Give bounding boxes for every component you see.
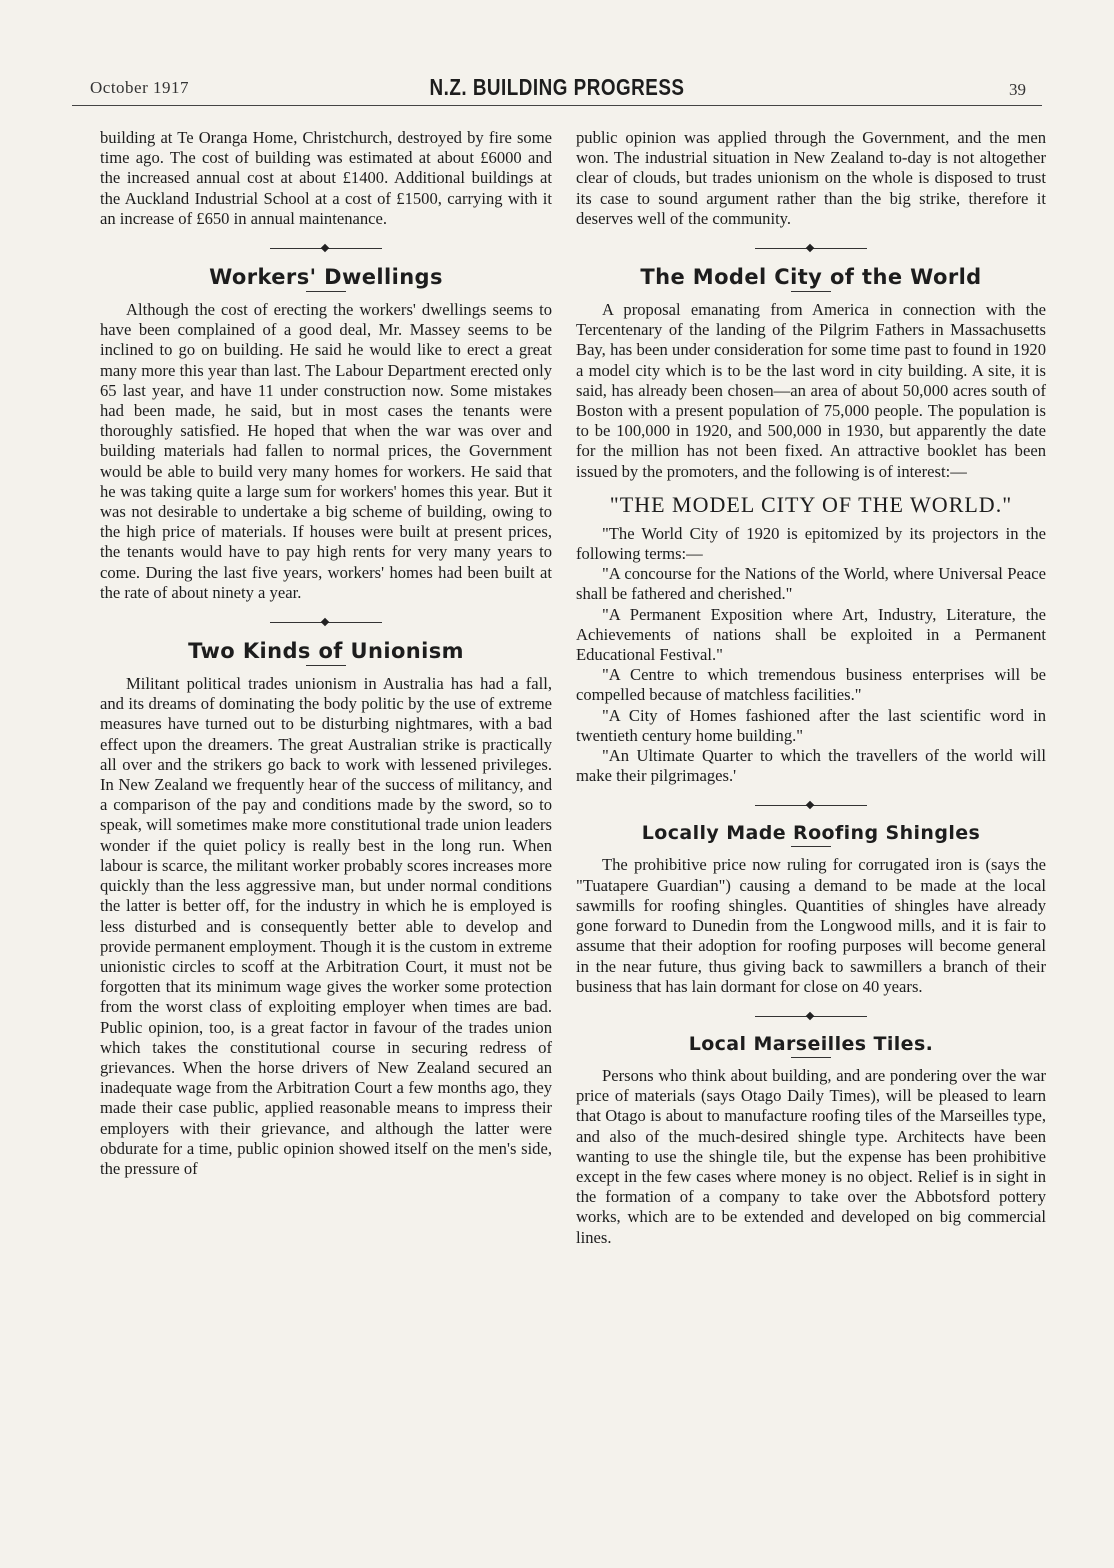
workers-dwellings-heading: Workers' Dwellings (209, 265, 443, 290)
model-city-quote: "A City of Homes fashioned after the last scientific word in twentieth century home building." (576, 705, 1046, 745)
roofing-shingles-heading: Locally Made Roofing Shingles (641, 822, 981, 845)
model-city-quote: "The World City of 1920 is epitomized by its projectors in the following terms:— (576, 523, 1046, 564)
workers-dwellings-body: Although the cost of erecting the workers' dwellings seems to have been complained of a good deal, Mr. Massey seems to be inclined to go on building. He said he would like to erect a great many more this year than last. The Labour Department erected only 65 last year, and have 11 under construction now. Some mistakes had been made, he said, but in most cases the tenants were thoroughly satisfied. He hoped that when the war was over and building materials had fallen to normal prices, the Government would be able to build very many homes for workers. He said that he was taking quite a large sum for workers' homes this year. But it was not desirable to undertake a big scheme of building, owing to the high price of materials. If houses were built at present prices, the tenants would have to pay high rents for very many years to come. During the last five years, workers' homes had been built at the rate of about ninety a year. (100, 300, 552, 602)
section-separator (270, 613, 382, 633)
issue-date: October 1917 (90, 78, 190, 97)
heading-underline (306, 291, 346, 292)
model-city-quote: "A Permanent Exposition where Art, Industry, Literature, the Achievements of nations shall be exploited in a Permanent Educational Festival." (576, 604, 1046, 665)
left-column (100, 128, 552, 1179)
marseilles-tiles-body: Persons who think about building, and are pondering over the war price of materials (says Otago Daily Times), will be pleased to learn that Otago is about to manufacture roofing tiles of the Marseilles type, and also of the much-desired shingle type. Architects have been wanting to use the shingle tile, but the expense has been prohibitive except in the few cases where money is no object. Relief is in sight in the formation of a company to take over the Abbotsford pottery works, which are to be extended and developed on big commercial lines. (576, 1065, 1046, 1247)
heading-underline (791, 846, 831, 847)
heading-underline (791, 1057, 831, 1058)
page-number: 39 (1009, 80, 1026, 99)
unionism-body: Militant political trades unionism in Australia has had a fall, and its dreams of dominating the body politic by the use of extreme measures have turned out to be disturbing nightmares, with a bad effect upon the dreamers. The great Australian strike is practically all over and the strikers go back to work with lessened privileges. In New Zealand we frequently hear of the success of militancy, and a comparison of the pay and conditions made by the sword, so to speak, will sometimes make more constitutional trade union leaders wonder if the quiet policy is really best in the long run. When labour is scarce, the militant worker probably scores increases more quickly than the less aggressive man, but under normal conditions the latter is better off, for the industry in which he is employed is less disturbed and is consequently better able to develop and provide permanent employment. Though it is the custom in extreme unionistic circles to scoff at the Arbitration Court, it must not be forgotten that its minimum wage gives the worker some protection from the worst class of exploiting employer when times are bad. Public opinion, too, is a great factor in favour of the trades union which takes the constitutional course in securing redress of grievances. When the horse drivers of New Zealand secured an inadequate wage from the Arbitration Court a few months ago, they made their case public, applied reasonable means to impress their employers with their grievance, and although the latter were obdurate for a time, public opinion showed itself on the men's side, the pressure of (100, 674, 552, 1178)
right-column (576, 128, 1046, 1248)
unionism-heading: Two Kinds of Unionism (188, 639, 464, 664)
model-city-body: A proposal emanating from America in connection with the Tercentenary of the landing of the Pilgrim Fathers in Massachusetts Bay, has been under consideration for some time past to found in 1920 a model city which is to be the last word in city building. A site, it is said, has already been chosen—an area of about 50,000 acres south of Boston with a present population of 75,000 people. The population is to be 100,000 in 1920, and 500,000 in 1930, but apparently the date for the million has not been fixed. An attractive booklet has been issued by the promoters, and the following is of interest:— (576, 300, 1046, 481)
section-separator (755, 1007, 867, 1027)
section-separator (270, 239, 382, 259)
heading-underline (791, 291, 831, 292)
model-city-quote: "An Ultimate Quarter to which the travellers of the world will make their pilgrimages.' (576, 746, 1046, 786)
model-city-quote: "A Centre to which tremendous business enterprises will be compelled because of matchless facilities." (576, 665, 1046, 705)
roofing-shingles-body: The prohibitive price now ruling for corrugated iron is (says the "Tuatapere Guardian") causing a demand to be made at the local sawmills for roofing shingles. Quantities of shingles have already gone forward to Dunedin from the Longwood mills, and it is fair to assume that their adoption for roofing purposes will become general in the near future, thus giving back to sawmillers a branch of their business that has lain dormant for close on 40 years. (576, 855, 1046, 996)
section-separator (755, 239, 867, 259)
article-continuation-paragraph: building at Te Oranga Home, Christchurch, destroyed by fire some time ago. The cost of building was estimated at about £6000 and the increased annual cost at about £1400. Additional buildings at the Auckland Industrial School at a cost of £1500, carrying with it an increase of £650 in annual maintenance. (100, 128, 552, 228)
model-city-banner: "THE MODEL CITY OF THE WORLD." (609, 491, 1013, 517)
unionism-continuation-paragraph: public opinion was applied through the Government, and the men won. The industrial situation in New Zealand to-day is not altogether clear of clouds, but trades unionism on the whole is disposed to trust its case to sound argument rather than the big strike, therefore it deserves well of the community. (576, 128, 1046, 228)
model-city-quote: "A concourse for the Nations of the World, where Universal Peace shall be fathered and cherished." (576, 564, 1046, 604)
publication-title: N.Z. BUILDING PROGRESS (429, 74, 685, 100)
header-rule (72, 105, 1042, 106)
heading-underline (306, 665, 346, 666)
page-header (72, 74, 1042, 110)
marseilles-tiles-heading: Local Marseilles Tiles. (688, 1032, 934, 1055)
section-separator (755, 796, 867, 816)
model-city-heading: The Model City of the World (640, 265, 982, 290)
